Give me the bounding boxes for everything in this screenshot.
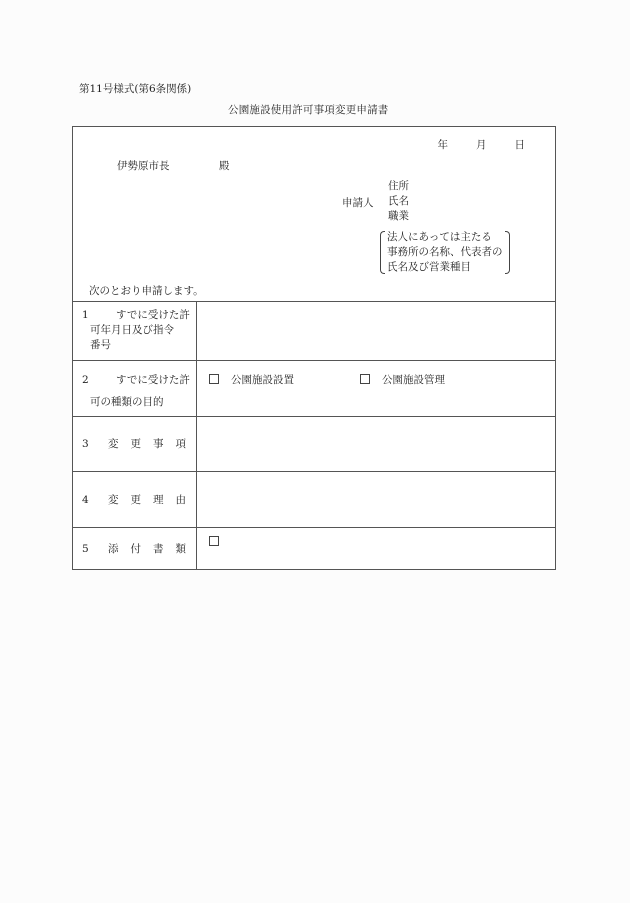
corporate-note-line: 法人にあっては主たる [387, 231, 492, 243]
intro-text: 次のとおり申請します。 [89, 285, 204, 297]
row-5-label: 5 添付書類 [82, 543, 198, 555]
application-form-table [72, 126, 556, 570]
date-month-label: 月 [476, 139, 487, 151]
row-1-value-field[interactable] [198, 302, 555, 359]
row-number: 5 [82, 543, 89, 555]
row-number: 1 [82, 309, 89, 321]
applicant-name-field[interactable]: 氏名 [388, 195, 409, 207]
row-number: 2 [82, 374, 89, 386]
document-title: 公園施設使用許可事項変更申請書 [228, 104, 389, 116]
row-1-label: 1 すでに受けた許 可年月日及び指令 番号 [82, 309, 190, 351]
applicant-occupation-field[interactable]: 職業 [388, 210, 409, 222]
applicant-label: 申請人 [342, 197, 374, 209]
divider [73, 360, 555, 361]
option-park-facility-installation[interactable]: 公園施設設置 [209, 372, 294, 387]
row-4-label: 4 変更理由 [82, 494, 198, 506]
attachment-checkbox[interactable] [209, 536, 231, 548]
row-number: 4 [82, 494, 89, 506]
date-line [438, 137, 526, 152]
checkbox-icon[interactable] [360, 374, 370, 384]
checkbox-icon[interactable] [209, 374, 219, 384]
applicant-fields [388, 179, 409, 224]
row-number: 3 [82, 438, 89, 450]
row-2-label: 2 すでに受けた許 可の種類の目的 [82, 369, 190, 413]
option-park-facility-management[interactable]: 公園施設管理 [360, 372, 445, 387]
applicant-address-field[interactable]: 住所 [388, 180, 409, 192]
column-divider [196, 301, 197, 570]
corporate-note-line: 事務所の名称、代表者の [387, 246, 503, 258]
checkbox-icon[interactable] [209, 536, 219, 546]
corporate-note [380, 230, 510, 275]
corporate-note-line: 氏名及び営業種目 [387, 261, 471, 273]
row-3-value-field[interactable] [198, 417, 555, 470]
addressee-honorific: 殿 [219, 160, 230, 172]
date-year-label: 年 [437, 139, 448, 151]
divider [73, 527, 555, 528]
date-day-label: 日 [514, 139, 525, 151]
row-3-label: 3 変更事項 [82, 438, 198, 450]
addressee: 伊勢原市長 [117, 160, 170, 172]
form-number: 第11号様式(第6条関係) [79, 83, 192, 95]
row-4-value-field[interactable] [198, 472, 555, 526]
